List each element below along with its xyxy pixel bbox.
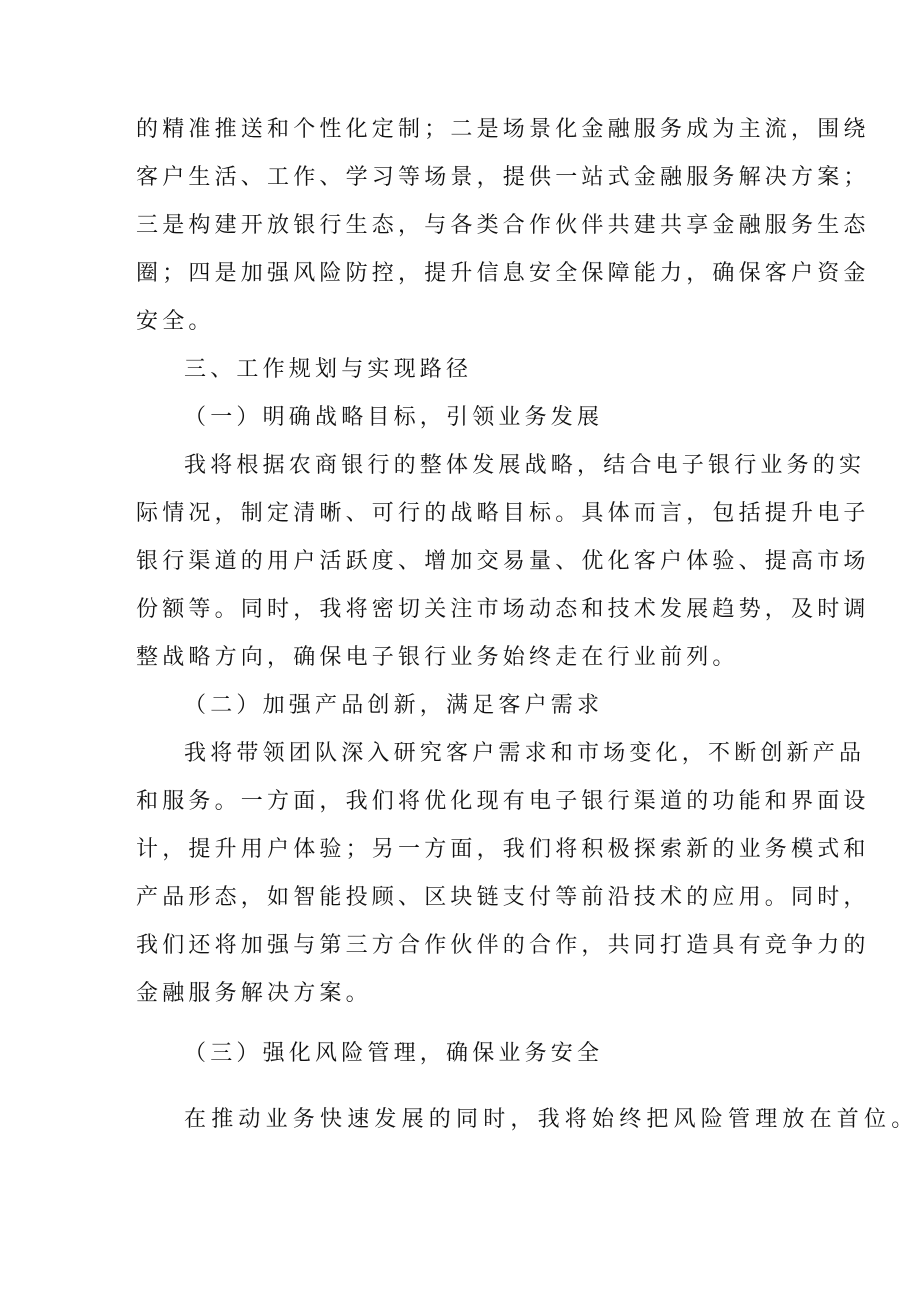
paragraph-line: 份额等。同时，我将密切关注市场动态和技术发展趋势，及时调: [136, 597, 870, 622]
paragraph-line: 际情况，制定清晰、可行的战略目标。具体而言，包括提升电子: [136, 501, 870, 526]
subsection-heading: （二）加强产品创新，满足客户需求: [184, 693, 604, 718]
paragraph-line: 三是构建开放银行生态，与各类合作伙伴共建共享金融服务生态: [136, 213, 870, 238]
subsection-heading: （一）明确战略目标，引领业务发展: [184, 405, 604, 430]
paragraph-line: 我将根据农商银行的整体发展战略，结合电子银行业务的实: [184, 453, 866, 478]
paragraph-line: 银行渠道的用户活跃度、增加交易量、优化客户体验、提高市场: [136, 549, 870, 574]
paragraph-line: 我们还将加强与第三方合作伙伴的合作，共同打造具有竞争力的: [136, 933, 870, 958]
paragraph-line: 安全。: [136, 309, 215, 334]
paragraph-line: 圈；四是加强风险防控，提升信息安全保障能力，确保客户资金: [136, 261, 870, 286]
paragraph-line: 的精准推送和个性化定制；二是场景化金融服务成为主流，围绕: [136, 117, 870, 142]
paragraph-line: 整战略方向，确保电子银行业务始终走在行业前列。: [136, 645, 739, 670]
paragraph-line: 金融服务解决方案。: [136, 981, 372, 1006]
paragraph-line: 和服务。一方面，我们将优化现有电子银行渠道的功能和界面设: [136, 789, 870, 814]
paragraph-line: 计，提升用户体验；另一方面，我们将积极探索新的业务模式和: [136, 837, 870, 862]
paragraph-line: 在推动业务快速发展的同时，我将始终把风险管理放在首位。: [184, 1107, 919, 1132]
paragraph-line: 客户生活、工作、学习等场景，提供一站式金融服务解决方案；: [136, 165, 870, 190]
paragraph-line: 我将带领团队深入研究客户需求和市场变化，不断创新产品: [184, 741, 866, 766]
subsection-heading: （三）强化风险管理，确保业务安全: [184, 1041, 604, 1066]
section-heading: 三、工作规划与实现路径: [184, 357, 473, 382]
paragraph-line: 产品形态，如智能投顾、区块链支付等前沿技术的应用。同时，: [136, 885, 870, 910]
